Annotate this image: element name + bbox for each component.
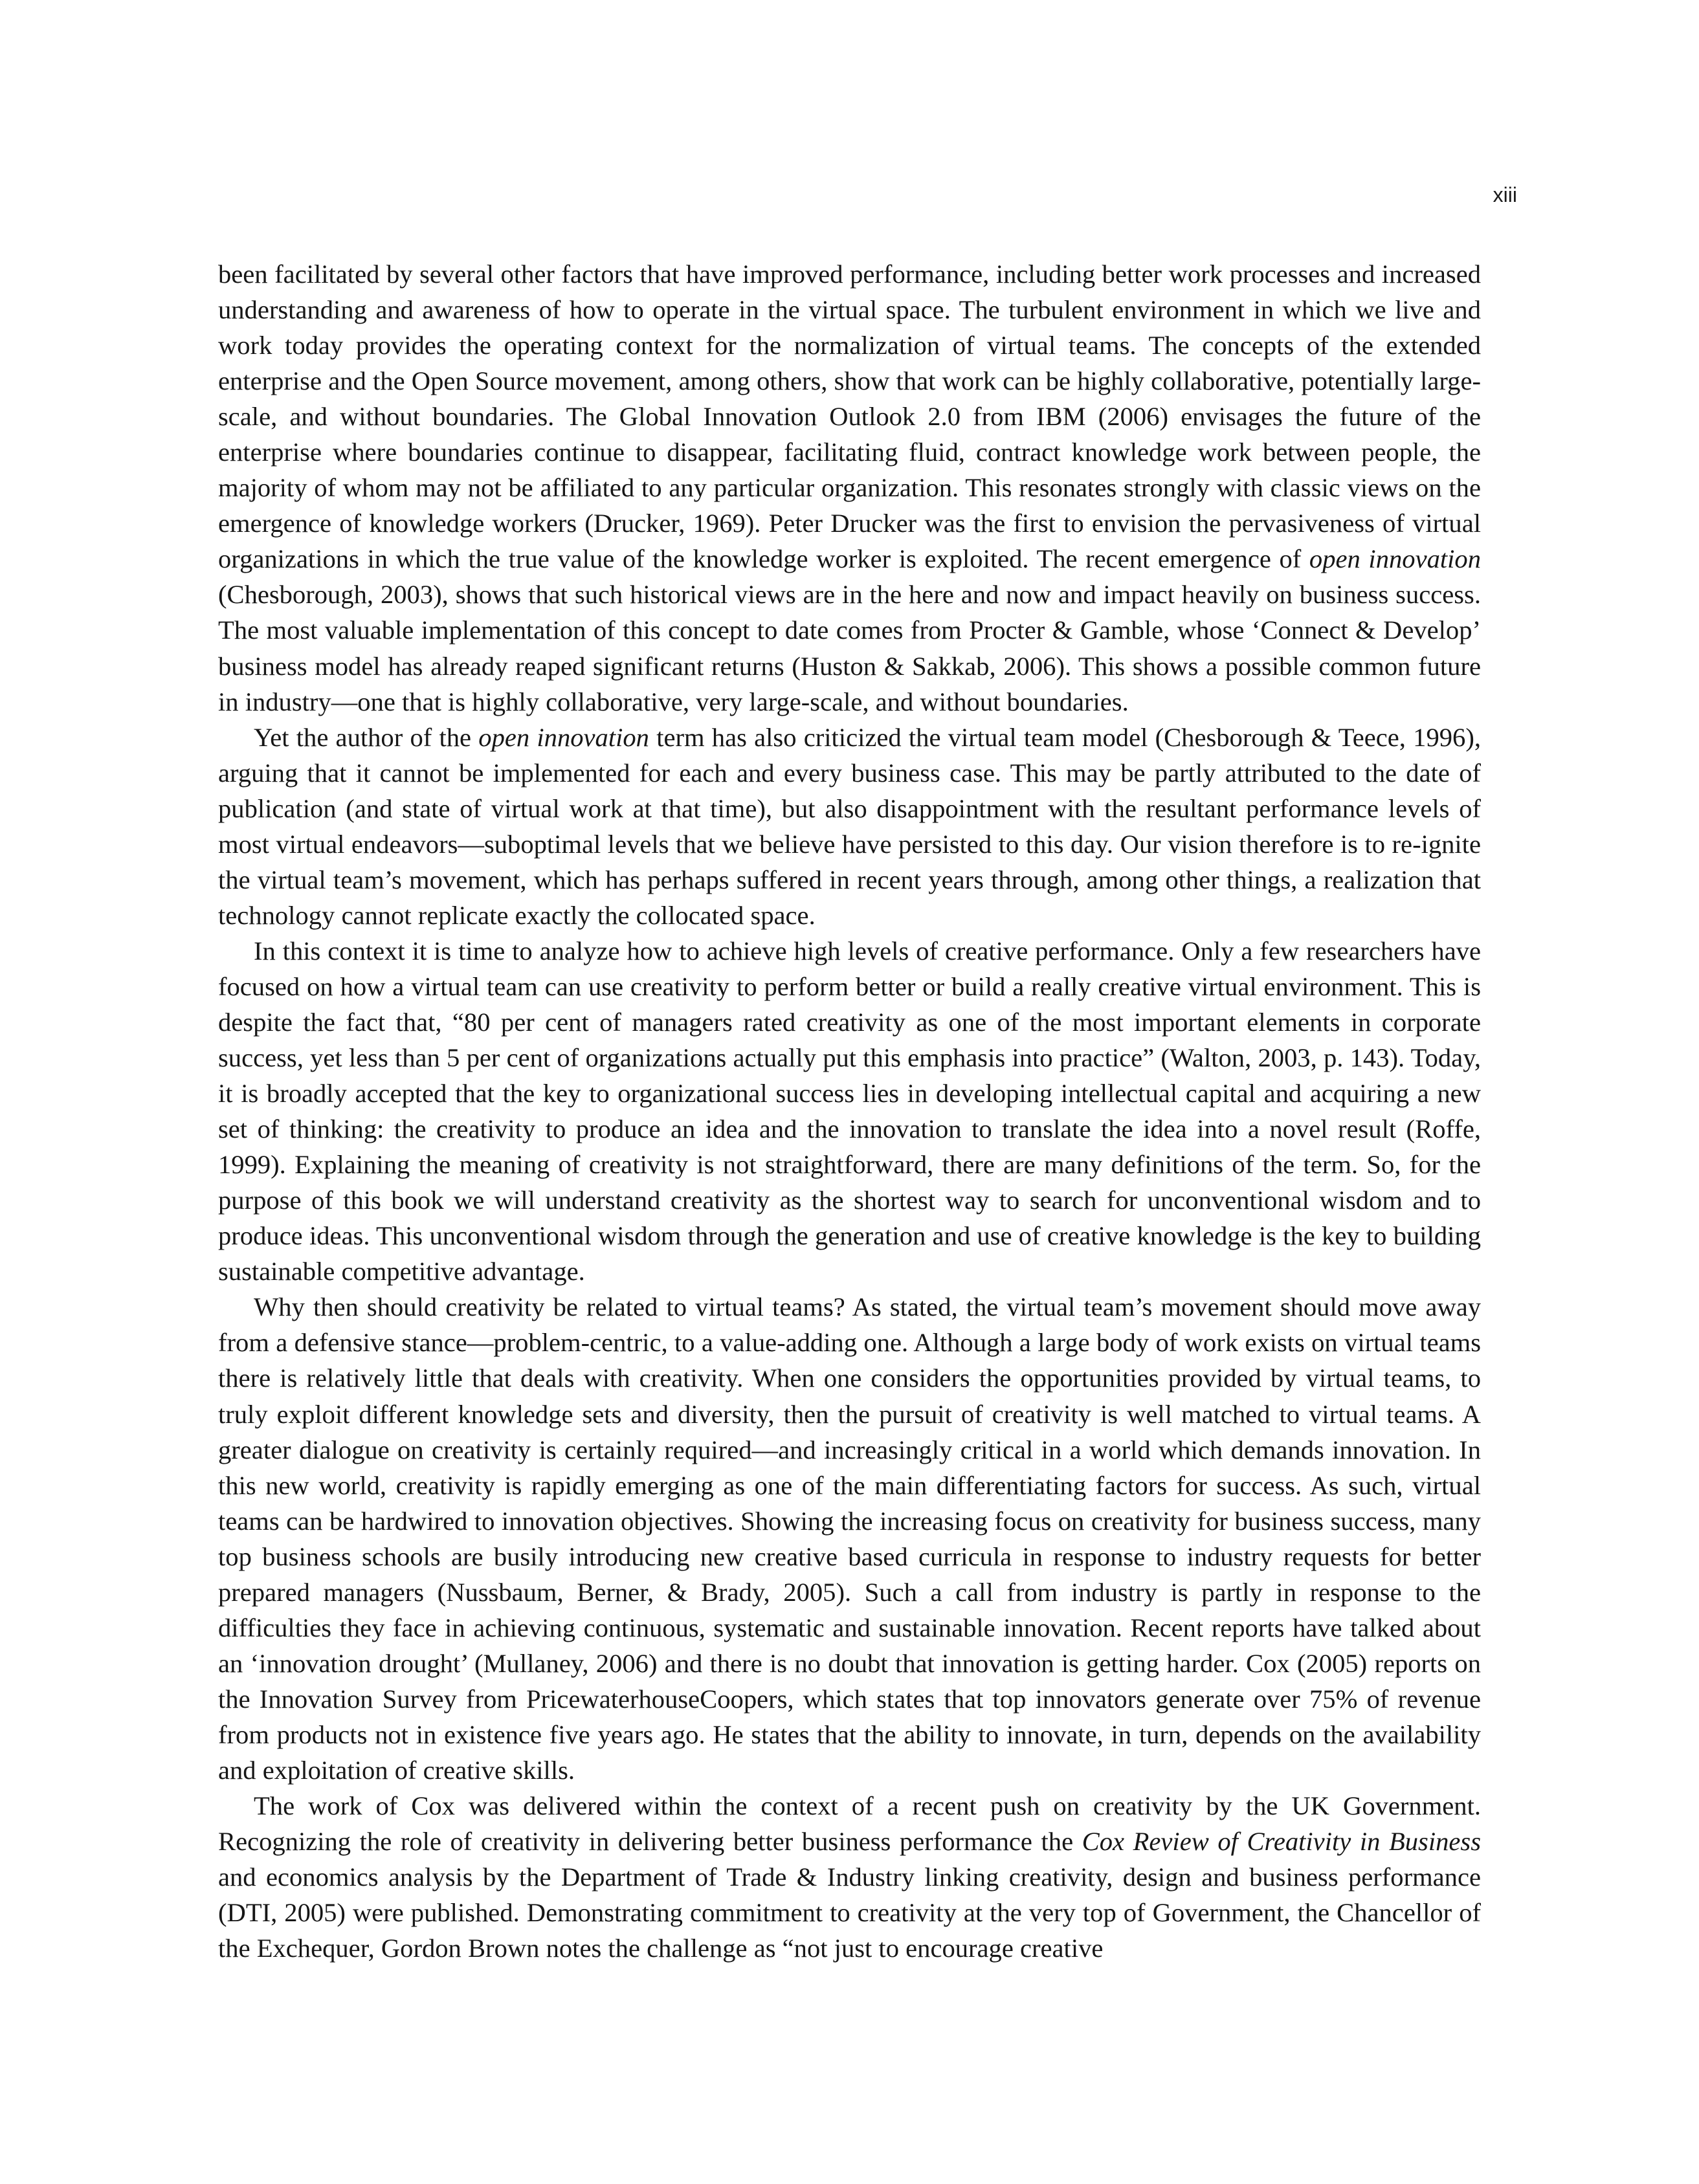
text-run: term has also criticized the virtual team model (Chesborough & Teece, 1996), arguing that it cannot be implemented for each and every business case. This may be partly attributed to the date of publication (and state of virtual work at that time), but also disappointment with the resultant performance levels of most virtual endeavors—suboptimal levels that we believe have persisted to this day. Our vision therefore is to re-ignite the virtual team’s movement, which has perhaps suffered in recent years through, among other things, a realization that technology cannot replicate exactly the collocated space. [218, 722, 1481, 930]
text-run: been facilitated by several other factors that have improved performance, including better work processes and increased understanding and awareness of how to operate in the virtual space. The turbulent environment in which we live and work today provides the operating context for the normalization of virtual teams. The concepts of the extended enterprise and the Open Source movement, among others, show that work can be highly collaborative, potentially large-scale, and without boundaries. The Global Innovation Outlook 2.0 from IBM (2006) envisages the future of the enterprise where boundaries continue to disappear, facilitating fluid, contract knowledge work between people, the majority of whom may not be affiliated to any particular organization. This resonates strongly with classic views on the emergence of knowledge workers (Drucker, 1969). Peter Drucker was the first to envision the pervasiveness of virtual organizations in which the true value of the knowledge worker is exploited. The recent emergence of [218, 259, 1481, 574]
italic-text: open innovation [1309, 544, 1481, 574]
paragraph [218, 720, 1481, 933]
paragraph [218, 933, 1481, 1289]
paragraph [218, 256, 1481, 720]
paragraph [218, 1289, 1481, 1788]
paragraph [218, 1788, 1481, 1966]
text-run: Why then should creativity be related to virtual teams? As stated, the virtual team’s movement should move away from a defensive stance—problem-centric, to a value-adding one. Although a large body of work exists on virtual teams there is relatively little that deals with creativity. When one considers the opportunities provided by virtual teams, to truly exploit different knowledge sets and diversity, then the pursuit of creativity is well matched to virtual teams. A greater dialogue on creativity is certainly required—and increasingly critical in a world which demands innovation. In this new world, creativity is rapidly emerging as one of the main differentiating factors for success. As such, virtual teams can be hardwired to innovation objectives. Showing the increasing focus on creativity for business success, many top business schools are busily introducing new creative based curricula in response to industry requests for better prepared managers (Nussbaum, Berner, & Brady, 2005). Such a call from industry is partly in response to the difficulties they face in achieving continuous, systematic and sustainable innovation. Recent reports have talked about an ‘innovation drought’ (Mullaney, 2006) and there is no doubt that innovation is getting harder. Cox (2005) reports on the Innovation Survey from PricewaterhouseCoopers, which states that top innovators generate over 75% of revenue from products not in existence five years ago. He states that the ability to innovate, in turn, depends on the availability and exploitation of creative skills. [218, 1292, 1481, 1785]
page-number: xiii [1493, 183, 1517, 206]
text-run: In this context it is time to analyze how to achieve high levels of creative performance. Only a few researchers have focused on how a virtual team can use creativity to perform better or build a really creative virtual environment. This is despite the fact that, “80 per cent of managers rated creativity as one of the most important elements in corporate success, yet less than 5 per cent of organizations actually put this emphasis into practice” (Walton, 2003, p. 143). Today, it is broadly accepted that the key to organizational success lies in developing intellectual capital and acquiring a new set of thinking: the creativity to produce an idea and the innovation to translate the idea into a novel result (Roffe, 1999). Explaining the meaning of creativity is not straightforward, there are many definitions of the term. So, for the purpose of this book we will understand creativity as the shortest way to search for unconventional wisdom and to produce ideas. This unconventional wisdom through the generation and use of creative knowledge is the key to building sustainable competitive advantage. [218, 936, 1481, 1286]
text-run: Yet the author of the [254, 722, 479, 752]
italic-text: open innovation [478, 722, 649, 752]
text-run: The work of Cox was delivered within the context of a recent push on creativity by the UK Government. Recognizing the role of creativity in delivering better business performance the [218, 1791, 1481, 1857]
body-text [218, 256, 1481, 1966]
text-run: and economics analysis by the Department of Trade & Industry linking creativity, design and business performance (DTI, 2005) were published. Demonstrating commitment to creativity at the very top of Government, the Chancellor of the Exchequer, Gordon Brown notes the challenge as “not just to encourage creative [218, 1862, 1481, 1963]
italic-text: Cox Review of Creativity in Business [1082, 1827, 1481, 1857]
text-run: (Chesborough, 2003), shows that such historical views are in the here and now and impact heavily on business success. The most valuable implementation of this concept to date comes from Procter & Gamble, whose ‘Connect & Develop’ business model has already reaped significant returns (Huston & Sakkab, 2006). This shows a possible common future in industry—one that is highly collaborative, very large-scale, and without boundaries. [218, 580, 1481, 716]
